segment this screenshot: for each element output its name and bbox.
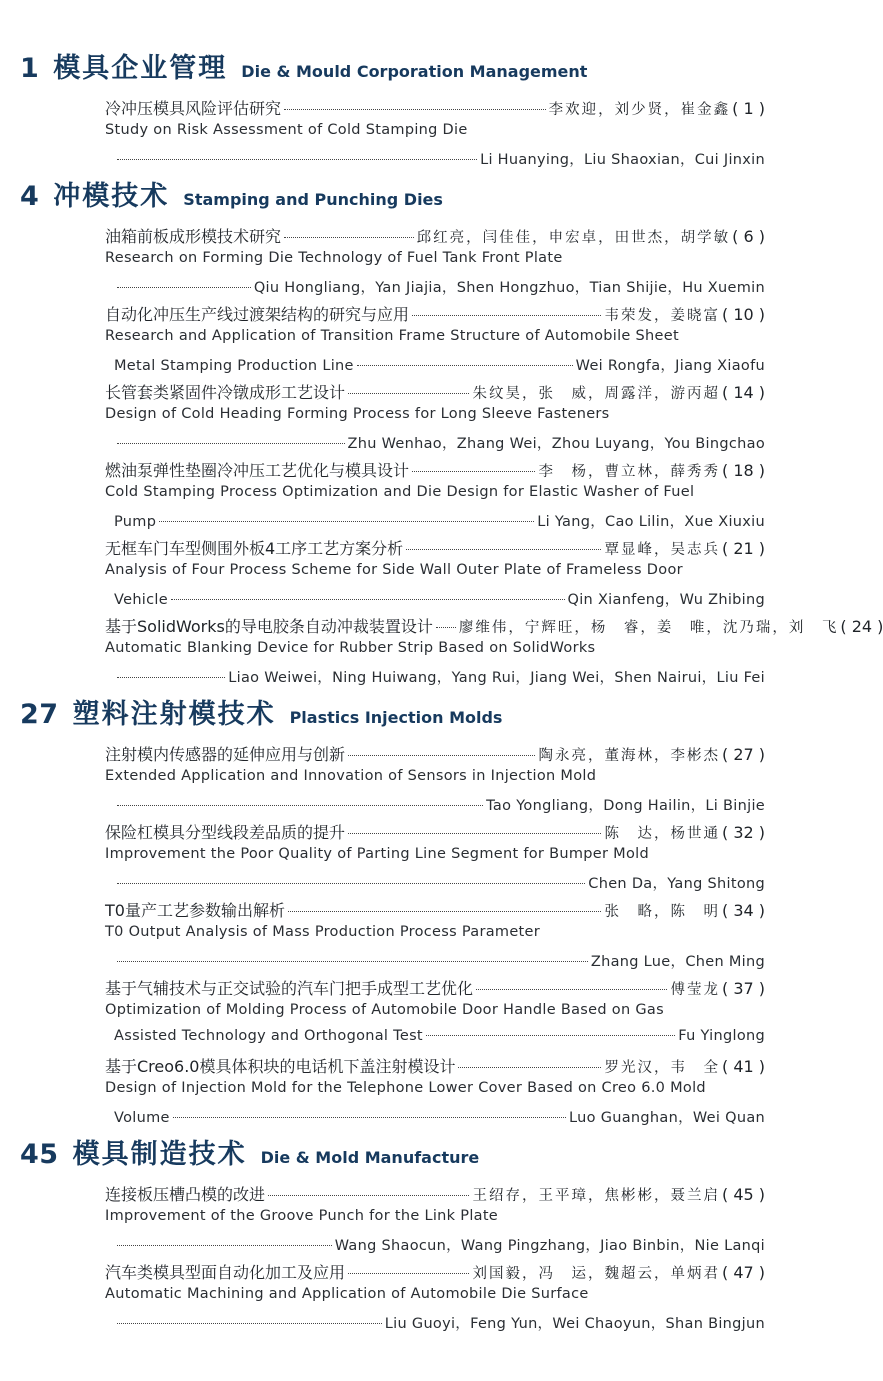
article-title-en: Research and Application of Transition Frame Structure of Automobile Sheet xyxy=(105,328,679,344)
dot-leader xyxy=(117,805,483,806)
toc-entry[interactable] xyxy=(0,96,765,174)
dot-leader xyxy=(412,315,601,316)
entry-en-title-line xyxy=(105,328,765,354)
article-authors-en: Tao Yongliang，Dong Hailin，Li Binjie xyxy=(486,798,765,814)
article-page-number: ( 1 ) xyxy=(732,99,765,118)
entry-zh-line xyxy=(105,1182,765,1208)
entry-zh-line xyxy=(105,976,765,1002)
toc-entry[interactable] xyxy=(0,380,765,458)
entry-zh-line xyxy=(105,820,765,846)
entry-zh-line xyxy=(105,458,765,484)
article-title-en: Automatic Blanking Device for Rubber Strip Based on SolidWorks xyxy=(105,640,596,656)
article-authors-zh: 李欢迎，刘少贤，崔金鑫 xyxy=(548,102,731,118)
dot-leader xyxy=(171,599,565,600)
article-title-zh[interactable]: 无框车门车型侧围外板4工序工艺方案分析 xyxy=(105,539,404,558)
toc-section xyxy=(0,1132,870,1338)
article-title-en: Automatic Machining and Application of Automobile Die Surface xyxy=(105,1286,589,1302)
article-title-en: Extended Application and Innovation of Sensors in Injection Mold xyxy=(105,768,597,784)
article-authors-en: Chen Da，Yang Shitong xyxy=(588,876,765,892)
article-title-en: Design of Cold Heading Forming Process for Long Sleeve Fasteners xyxy=(105,406,610,422)
entry-en-authors-line xyxy=(105,872,765,898)
article-authors-en: Wang Shaocun，Wang Pingzhang，Jiao Binbin，Nie Lanqi xyxy=(334,1238,765,1254)
section-heading xyxy=(0,46,870,92)
entry-en-title-line xyxy=(105,1286,765,1312)
section-title-zh: 模具企业管理 xyxy=(53,53,228,84)
section-title-zh: 塑料注射模技术 xyxy=(72,699,276,730)
toc-section xyxy=(0,692,870,1132)
entry-en-title-line xyxy=(105,122,765,148)
article-title-zh[interactable]: 连接板压槽凸模的改进 xyxy=(105,1185,266,1204)
section-title-en: Die & Mould Corporation Management xyxy=(241,62,588,81)
entry-en-authors-line xyxy=(105,588,765,614)
entry-en-title-line xyxy=(105,924,765,950)
entry-en-title-line xyxy=(105,250,765,276)
entry-zh-line xyxy=(105,536,765,562)
article-authors-zh: 傅莹龙 xyxy=(670,982,720,998)
article-title-en: Optimization of Molding Process of Automobile Door Handle Based on Gas xyxy=(105,1002,664,1018)
article-authors-en: Li Yang，Cao Lilin，Xue Xiuxiu xyxy=(537,514,765,530)
dot-leader xyxy=(268,1195,469,1196)
dot-leader xyxy=(284,109,546,110)
entry-en-authors-line xyxy=(105,354,765,380)
toc-entry[interactable] xyxy=(0,1182,765,1260)
dot-leader xyxy=(348,393,469,394)
entry-en-title-line xyxy=(105,768,765,794)
dot-leader xyxy=(476,989,667,990)
article-authors-zh: 韦荣发，姜晓富 xyxy=(604,308,720,324)
toc-entry[interactable] xyxy=(0,1260,765,1338)
article-page-number: ( 14 ) xyxy=(721,383,765,402)
dot-leader xyxy=(117,443,345,444)
article-title-en: Study on Risk Assessment of Cold Stamping Die xyxy=(105,122,468,138)
article-page-number: ( 34 ) xyxy=(721,901,765,920)
article-title-en-continued: Volume xyxy=(114,1110,170,1126)
article-authors-zh: 覃显峰，吴志兵 xyxy=(604,542,720,558)
entry-en-title-line xyxy=(105,1080,765,1106)
dot-leader xyxy=(406,549,601,550)
article-title-en: Cold Stamping Process Optimization and Die Design for Elastic Washer of Fuel xyxy=(105,484,695,500)
article-authors-zh: 陶永亮，董海林，李彬杰 xyxy=(538,748,720,764)
article-authors-zh: 陈 达，杨世通 xyxy=(604,826,720,842)
article-title-zh[interactable]: 自动化冲压生产线过渡架结构的研究与应用 xyxy=(105,305,410,324)
article-title-en: Research on Forming Die Technology of Fuel Tank Front Plate xyxy=(105,250,563,266)
article-authors-zh: 王绍存，王平璋，焦彬彬，聂兰启 xyxy=(472,1188,720,1204)
section-heading xyxy=(0,1132,870,1178)
toc-entry[interactable] xyxy=(0,976,765,1054)
dot-leader xyxy=(117,1323,382,1324)
article-authors-en: Qiu Hongliang，Yan Jiajia，Shen Hongzhuo，Tian Shijie，Hu Xuemin xyxy=(253,280,765,296)
dot-leader xyxy=(348,1273,469,1274)
article-page-number: ( 21 ) xyxy=(721,539,765,558)
article-authors-en: Zhu Wenhao，Zhang Wei，Zhou Luyang，You Bingchao xyxy=(347,436,765,452)
toc-section xyxy=(0,46,870,174)
article-title-zh[interactable]: 燃油泵弹性垫圈冷冲压工艺优化与模具设计 xyxy=(105,461,410,480)
article-title-zh[interactable]: 冷冲压模具风险评估研究 xyxy=(105,99,282,118)
toc-entry[interactable] xyxy=(0,302,765,380)
article-page-number: ( 41 ) xyxy=(721,1057,765,1076)
article-authors-zh: 朱纹昊，张 威，周露洋，游丙超 xyxy=(472,386,720,402)
article-authors-en: Fu Yinglong xyxy=(678,1028,765,1044)
section-heading xyxy=(0,692,870,738)
article-title-en: Design of Injection Mold for the Telephone Lower Cover Based on Creo 6.0 Mold xyxy=(105,1080,706,1096)
article-authors-zh: 廖维伟，宁辉旺，杨 睿，姜 唯，沈乃瑞，刘 飞 xyxy=(458,620,839,636)
article-page-number: ( 24 ) xyxy=(840,617,883,636)
article-authors-en: Li Huanying，Liu Shaoxian，Cui Jinxin xyxy=(480,152,765,168)
dot-leader xyxy=(173,1117,566,1118)
dot-leader xyxy=(117,883,585,884)
article-authors-en: Liao Weiwei，Ning Huiwang，Yang Rui，Jiang Wei，Shen Nairui，Liu Fei xyxy=(228,670,765,686)
entry-en-title-line xyxy=(105,1208,765,1234)
section-title-zh: 冲模技术 xyxy=(53,181,170,212)
entry-zh-line xyxy=(105,898,765,924)
article-page-number: ( 10 ) xyxy=(721,305,765,324)
dot-leader xyxy=(458,1067,601,1068)
article-authors-en: Liu Guoyi，Feng Yun，Wei Chaoyun，Shan Bingjun xyxy=(384,1316,765,1332)
article-authors-en: Wei Rongfa，Jiang Xiaofu xyxy=(575,358,765,374)
entry-zh-line xyxy=(105,614,883,640)
entry-en-authors-line xyxy=(105,276,765,302)
dot-leader xyxy=(117,287,251,288)
article-authors-zh: 刘国毅，冯 运，魏超云，单炳君 xyxy=(472,1266,720,1282)
entry-zh-line xyxy=(105,380,765,406)
article-authors-en: Zhang Lue，Chen Ming xyxy=(590,954,765,970)
article-title-zh[interactable]: 基于Creo6.0模具体积块的电话机下盖注射模设计 xyxy=(105,1057,456,1076)
toc-entry[interactable] xyxy=(0,898,765,976)
article-page-number: ( 6 ) xyxy=(732,227,765,246)
dot-leader xyxy=(426,1035,675,1036)
entry-en-authors-line xyxy=(105,1312,765,1338)
entry-en-title-line xyxy=(105,406,765,432)
dot-leader xyxy=(357,365,573,366)
dot-leader xyxy=(117,1245,332,1246)
dot-leader xyxy=(348,755,535,756)
entry-en-authors-line xyxy=(105,148,765,174)
entry-zh-line xyxy=(105,742,765,768)
section-page-number: 1 xyxy=(20,53,40,84)
entry-en-authors-line xyxy=(105,950,765,976)
article-title-en: Analysis of Four Process Scheme for Side Wall Outer Plate of Frameless Door xyxy=(105,562,683,578)
article-page-number: ( 37 ) xyxy=(721,979,765,998)
dot-leader xyxy=(284,237,414,238)
toc-sections xyxy=(0,46,883,1338)
section-title-en: Plastics Injection Molds xyxy=(289,708,503,727)
entry-en-authors-line xyxy=(105,1028,765,1054)
dot-leader xyxy=(348,833,601,834)
article-title-en-continued: Pump xyxy=(114,514,157,530)
article-title-en: Improvement of the Groove Punch for the Link Plate xyxy=(105,1208,499,1224)
section-heading xyxy=(0,174,870,220)
dot-leader xyxy=(412,471,535,472)
entry-en-title-line xyxy=(105,1002,765,1028)
toc-entry[interactable] xyxy=(0,742,765,820)
toc-entry[interactable] xyxy=(0,536,765,614)
section-title-zh: 模具制造技术 xyxy=(72,1139,247,1170)
entry-zh-line xyxy=(105,224,765,250)
article-title-en-continued: Metal Stamping Production Line xyxy=(114,358,354,374)
article-title-en-continued: Assisted Technology and Orthogonal Test xyxy=(114,1028,423,1044)
article-authors-zh: 李 杨，曹立林，薛秀秀 xyxy=(538,464,720,480)
article-title-en: T0 Output Analysis of Mass Production Process Parameter xyxy=(105,924,541,940)
entry-en-authors-line xyxy=(105,666,765,692)
article-title-zh[interactable]: 汽车类模具型面自动化加工及应用 xyxy=(105,1263,346,1282)
article-title-zh[interactable]: T0量产工艺参数输出解析 xyxy=(105,901,285,920)
dot-leader xyxy=(117,159,477,160)
toc-section xyxy=(0,174,883,692)
entry-en-title-line xyxy=(105,562,765,588)
article-authors-zh: 张 略，陈 明 xyxy=(604,904,720,920)
article-title-zh[interactable]: 基于气辅技术与正交试验的汽车门把手成型工艺优化 xyxy=(105,979,474,998)
article-authors-en: Qin Xianfeng，Wu Zhibing xyxy=(567,592,765,608)
dot-leader xyxy=(288,911,602,912)
toc-entry[interactable] xyxy=(0,820,765,898)
article-page-number: ( 45 ) xyxy=(721,1185,765,1204)
article-title-zh[interactable]: 油箱前板成形模技术研究 xyxy=(105,227,282,246)
article-authors-zh: 邱红亮，闫佳佳，申宏卓，田世杰，胡学敏 xyxy=(416,230,731,246)
entry-en-title-line xyxy=(105,484,765,510)
section-page-number: 27 xyxy=(20,699,59,730)
entry-en-authors-line xyxy=(105,432,765,458)
article-page-number: ( 27 ) xyxy=(721,745,765,764)
dot-leader xyxy=(436,627,456,628)
section-title-en: Die & Mold Manufacture xyxy=(260,1148,480,1167)
toc-entry[interactable] xyxy=(0,458,765,536)
entry-en-title-line xyxy=(105,640,765,666)
dot-leader xyxy=(117,961,588,962)
article-title-en: Improvement the Poor Quality of Parting Line Segment for Bumper Mold xyxy=(105,846,649,862)
entry-zh-line xyxy=(105,302,765,328)
toc-entry[interactable] xyxy=(0,614,883,692)
section-page-number: 45 xyxy=(20,1139,59,1170)
article-authors-en: Luo Guanghan，Wei Quan xyxy=(569,1110,765,1126)
article-title-zh[interactable]: 保险杠模具分型线段差品质的提升 xyxy=(105,823,346,842)
toc-entry[interactable] xyxy=(0,224,765,302)
article-title-en-continued: Vehicle xyxy=(114,592,168,608)
section-page-number: 4 xyxy=(20,181,40,212)
entry-zh-line xyxy=(105,96,765,122)
entry-zh-line xyxy=(105,1054,765,1080)
article-page-number: ( 32 ) xyxy=(721,823,765,842)
dot-leader xyxy=(117,677,225,678)
section-title-en: Stamping and Punching Dies xyxy=(183,190,443,209)
entry-en-authors-line xyxy=(105,1106,765,1132)
dot-leader xyxy=(159,521,534,522)
article-page-number: ( 18 ) xyxy=(721,461,765,480)
entry-en-authors-line xyxy=(105,1234,765,1260)
article-title-zh[interactable]: 注射模内传感器的延伸应用与创新 xyxy=(105,745,346,764)
entry-en-title-line xyxy=(105,846,765,872)
article-title-zh[interactable]: 长管套类紧固件冷镦成形工艺设计 xyxy=(105,383,346,402)
toc-entry[interactable] xyxy=(0,1054,765,1132)
entry-en-authors-line xyxy=(105,794,765,820)
article-title-zh[interactable]: 基于SolidWorks的导电胶条自动冲裁装置设计 xyxy=(105,617,433,636)
article-page-number: ( 47 ) xyxy=(721,1263,765,1282)
entry-zh-line xyxy=(105,1260,765,1286)
entry-en-authors-line xyxy=(105,510,765,536)
article-authors-zh: 罗光汉，韦 全 xyxy=(604,1060,720,1076)
